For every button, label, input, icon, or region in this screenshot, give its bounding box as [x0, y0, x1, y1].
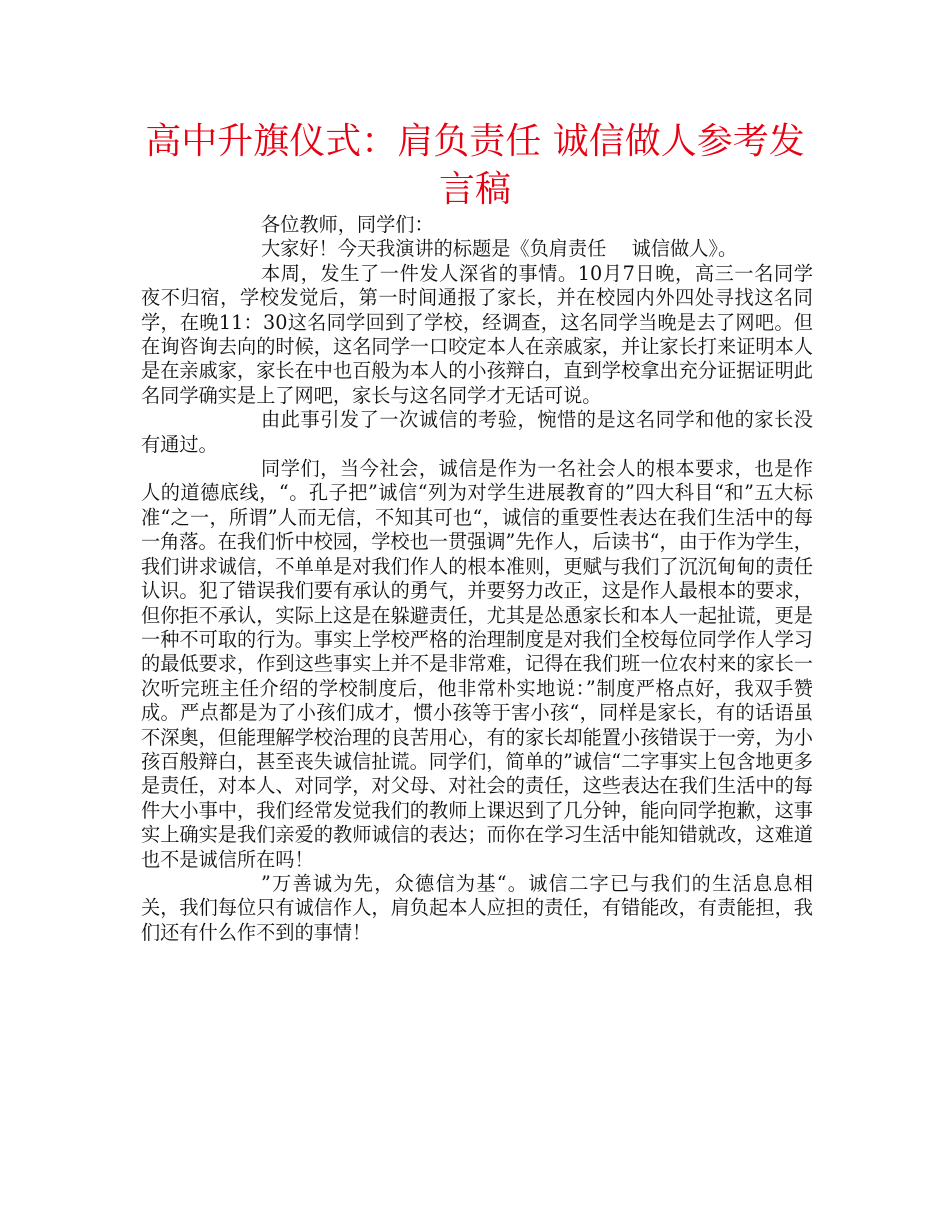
paragraph-incident: 本周，发生了一件发人深省的事情。10月7日晚，高三一名同学夜不归宿，学校发觉后，第一时间通报了家长，并在校园内外四处寻找这名同学，在晚11：30这名同学回到了学校，经调查，这名同学当晚是去了网吧。但在询咨询去向的时候，这名同学一口咬定本人在亲戚家，并让家长打来证明本人是在亲戚家，家长在中也百般为本人的小孩辩白，直到学校拿出充分证据证明此名同学确实是上了网吧，家长与这名同学才无话可说。 — [141, 261, 813, 407]
document-title: 高中升旗仪式：肩负责任 诚信做人参考发言稿 — [145, 121, 805, 210]
paragraph-main-argument: 同学们，当今社会，诚信是作为一名社会人的根本要求，也是作人的道德底线，“。孔子把”诚信“列为对学生进展教育的”四大科目“和”五大标准“之一，所谓”人而无信，不知其可也“，诚信的重要性表达在我们生活中的每一角落。在我们忻中校园，学校也一贯强调”先作人，后读书“，由于作为学生，我们讲求诚信，不单单是对我们作人的根本准则，更赋与我们了沉沉甸甸的责任认识。犯了错误我们要有承认的勇气，并要努力改正，这是作人最根本的要求，但你拒不承认，实际上这是在躲避责任，尤其是怂恿家长和本人一起扯谎，更是一种不可取的行为。事实上学校严格的治理制度是对我们全校每位同学作人学习的最低要求，作到这些事实上并不是非常难，记得在我们班一位农村来的家长一次听完班主任介绍的学校制度后，他非常朴实地说：”制度严格点好，我双手赞成。严点都是为了小孩们成才，惯小孩等于害小孩“，同样是家长，有的话语虽不深奥，但能理解学校治理的良苦用心，有的家长却能置小孩错误于一旁，为小孩百般辩白，甚至丧失诚信扯谎。同学们，简单的”诚信“二字事实上包含地更多是责任，对本人、对同学，对父母、对社会的责任，这些表达在我们生活中的每件大小事中，我们经常发觉我们的教师上课迟到了几分钟，能向同学抱歉，这事实上确实是我们亲爱的教师诚信的表达；而你在学习生活中能知错就改，这难道也不是诚信所在吗！ — [141, 457, 813, 871]
paragraph-salutation: 各位教师，同学们： — [261, 213, 434, 236]
paragraph-reflection: 由此事引发了一次诚信的考验，惋惜的是这名同学和他的家长没有通过。 — [141, 408, 813, 456]
paragraph-greeting: 大家好！今天我演讲的标题是《负肩责任 诚信做人》。 — [261, 237, 738, 261]
paragraph-conclusion: ”万善诚为先，众德信为基“。诚信二字已与我们的生活息息相关，我们每位只有诚信作人，肩负起本人应担的责任，有错能改，有责能担，我们还有什么作不到的事情！ — [141, 871, 813, 944]
document-body — [141, 213, 813, 945]
